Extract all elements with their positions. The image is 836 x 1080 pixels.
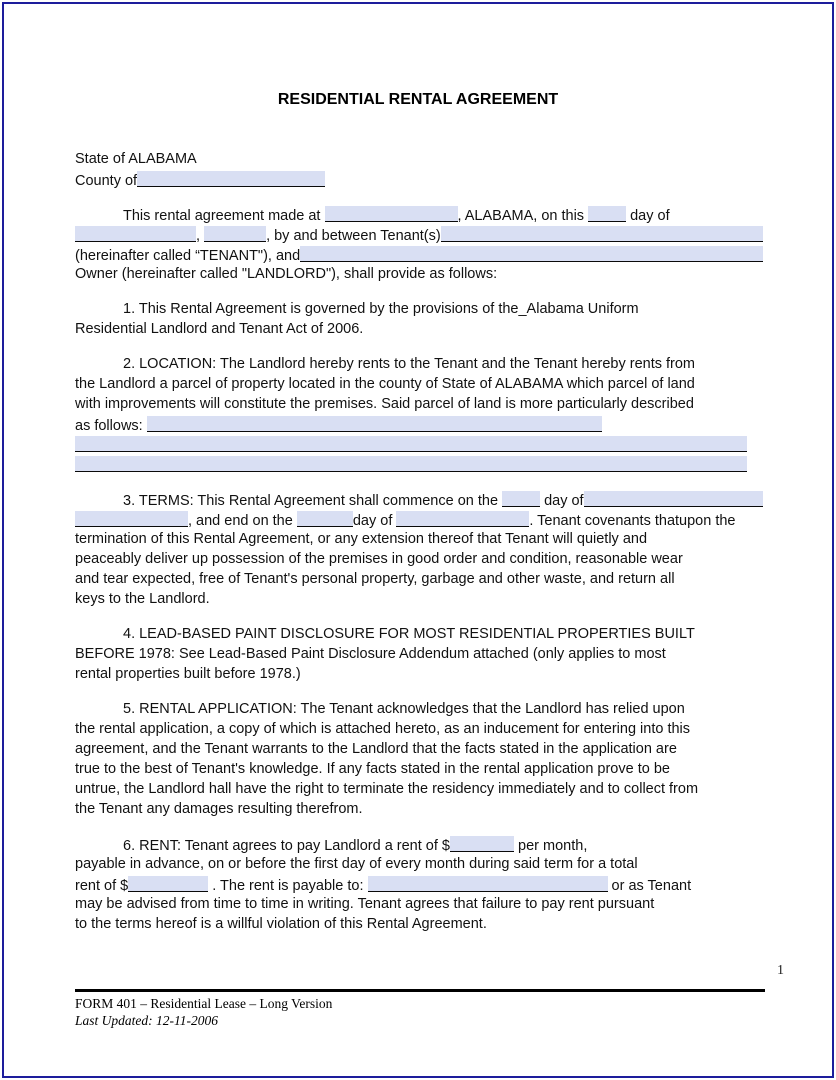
text-line xyxy=(75,664,763,684)
form-field-blank[interactable] xyxy=(128,876,208,892)
text-line xyxy=(75,244,763,264)
section-4 xyxy=(75,624,763,684)
text-run: to the terms hereof is a willful violation of this Rental Agreement. xyxy=(75,916,487,932)
text-line xyxy=(75,719,763,739)
text-line xyxy=(75,169,763,189)
form-field-blank[interactable] xyxy=(300,246,763,262)
text-run: Owner (hereinafter called "LANDLORD"), shall provide as follows: xyxy=(75,266,498,282)
form-field-blank[interactable] xyxy=(204,226,266,242)
footer-form-line: FORM 401 – Residential Lease – Long Version xyxy=(75,996,333,1011)
text-line xyxy=(75,914,763,934)
text-run: 1. This Rental Agreement is governed by the provisions of the_Alabama Uniform xyxy=(123,301,639,317)
text-run: This rental agreement made at xyxy=(123,208,325,224)
text-run: untrue, the Landlord hall have the right to terminate the residency immediately and to collect from xyxy=(75,781,699,797)
section-header xyxy=(75,149,763,189)
section-5 xyxy=(75,699,763,819)
text-run: payable in advance, on or before the first day of every month during said term for a total xyxy=(75,856,638,872)
form-field-blank[interactable] xyxy=(75,226,196,242)
text-line xyxy=(75,434,763,454)
form-field-blank[interactable] xyxy=(297,511,353,527)
text-line xyxy=(75,874,763,894)
document-body xyxy=(0,149,836,934)
text-run: Residential Landlord and Tenant Act of 2006. xyxy=(75,321,364,337)
text-run: and tear expected, free of Tenant's personal property, garbage and other waste, and return all xyxy=(75,571,675,587)
text-line xyxy=(75,204,763,224)
text-run: 5. RENTAL APPLICATION: The Tenant acknowledges that the Landlord has relied upon xyxy=(123,701,685,717)
form-field-blank[interactable] xyxy=(502,491,540,507)
text-line xyxy=(75,394,763,414)
text-line xyxy=(75,699,763,719)
section-intro xyxy=(75,204,763,284)
text-line xyxy=(75,529,763,549)
text-line xyxy=(75,779,763,799)
text-run: the rental application, a copy of which is attached hereto, as an inducement for entering into this xyxy=(75,721,691,737)
text-line xyxy=(75,854,763,874)
text-line xyxy=(75,299,763,319)
text-run: agreement, and the Tenant warrants to the Landlord that the facts stated in the application are xyxy=(75,741,677,757)
text-run: . Tenant covenants thatupon the xyxy=(529,513,736,529)
text-run: State of ALABAMA xyxy=(75,151,197,167)
text-line xyxy=(75,894,763,914)
section-6 xyxy=(75,834,763,934)
text-line xyxy=(75,374,763,394)
text-run: day of xyxy=(352,513,397,529)
text-line xyxy=(75,224,763,244)
form-field-blank[interactable] xyxy=(441,226,763,242)
text-run: 3. TERMS: This Rental Agreement shall commence on the xyxy=(123,493,503,509)
text-run: true to the best of Tenant's knowledge. If any facts stated in the rental application prove to be xyxy=(75,761,670,777)
text-run: . The rent is payable to: xyxy=(208,878,368,894)
text-line xyxy=(75,589,763,609)
text-run: , ALABAMA, on this xyxy=(457,208,589,224)
text-run: BEFORE 1978: See Lead-Based Paint Disclosure Addendum attached (only applies to most xyxy=(75,646,666,662)
text-run: the Landlord a parcel of property located in the county of State of ALABAMA which parcel of land xyxy=(75,376,695,392)
text-run: keys to the Landlord. xyxy=(75,591,210,607)
text-run: termination of this Rental Agreement, or any extension thereof that Tenant will quietly and xyxy=(75,531,648,547)
text-line xyxy=(75,759,763,779)
text-line xyxy=(75,799,763,819)
text-run: rent of $ xyxy=(75,878,129,894)
text-line xyxy=(75,624,763,644)
text-run: day of xyxy=(626,208,670,224)
text-line xyxy=(75,509,763,529)
text-run: as follows: xyxy=(75,418,147,434)
form-field-blank[interactable] xyxy=(325,206,458,222)
form-field-blank[interactable] xyxy=(368,876,608,892)
form-field-blank[interactable] xyxy=(75,511,188,527)
form-field-blank[interactable] xyxy=(147,416,602,432)
text-run: with improvements will constitute the premises. Said parcel of land is more particularly described xyxy=(75,396,694,412)
text-line xyxy=(75,644,763,664)
form-field-blank[interactable] xyxy=(588,206,626,222)
text-run: (hereinafter called “TENANT"), and xyxy=(75,248,301,264)
text-run: 4. LEAD-BASED PAINT DISCLOSURE FOR MOST RESIDENTIAL PROPERTIES BUILT xyxy=(123,626,695,642)
form-field-blank[interactable] xyxy=(75,436,747,452)
section-3 xyxy=(75,489,763,609)
page-number: 1 xyxy=(777,963,784,978)
text-line xyxy=(75,354,763,374)
text-run: the Tenant any damages resulting therefrom. xyxy=(75,801,363,817)
text-line xyxy=(75,319,763,339)
form-field-blank[interactable] xyxy=(75,456,747,472)
text-run: 6. RENT: Tenant agrees to pay Landlord a rent of $ xyxy=(123,838,450,854)
text-run: per month, xyxy=(514,838,588,854)
text-run: may be advised from time to time in writing. Tenant agrees that failure to pay rent pursuant xyxy=(75,896,655,912)
text-run: , xyxy=(196,228,205,244)
text-run: peaceably deliver up possession of the premises in good order and condition, reasonable wear xyxy=(75,551,683,567)
form-field-blank[interactable] xyxy=(450,836,514,852)
text-run: County of xyxy=(75,173,138,189)
footer-updated-line: Last Updated: 12-11-2006 xyxy=(75,1013,218,1028)
form-field-blank[interactable] xyxy=(584,491,763,507)
text-line xyxy=(75,149,763,169)
form-field-blank[interactable] xyxy=(137,171,325,187)
text-line xyxy=(75,454,763,474)
text-run: day of xyxy=(540,493,584,509)
text-run: , by and between Tenant(s) xyxy=(266,228,441,244)
text-line xyxy=(75,569,763,589)
section-2 xyxy=(75,354,763,474)
text-line xyxy=(75,414,763,434)
text-line xyxy=(75,549,763,569)
footer-rule xyxy=(75,989,765,992)
text-run: , and end on the xyxy=(188,513,297,529)
text-line xyxy=(75,834,763,854)
text-line xyxy=(75,264,763,284)
text-run: 2. LOCATION: The Landlord hereby rents to the Tenant and the Tenant hereby rents from xyxy=(123,356,696,372)
text-line xyxy=(75,489,763,509)
text-run: or as Tenant xyxy=(607,878,692,894)
section-1 xyxy=(75,299,763,339)
text-run: rental properties built before 1978.) xyxy=(75,666,301,682)
form-field-blank[interactable] xyxy=(396,511,529,527)
document-title: RESIDENTIAL RENTAL AGREEMENT xyxy=(277,91,559,108)
text-line xyxy=(75,739,763,759)
